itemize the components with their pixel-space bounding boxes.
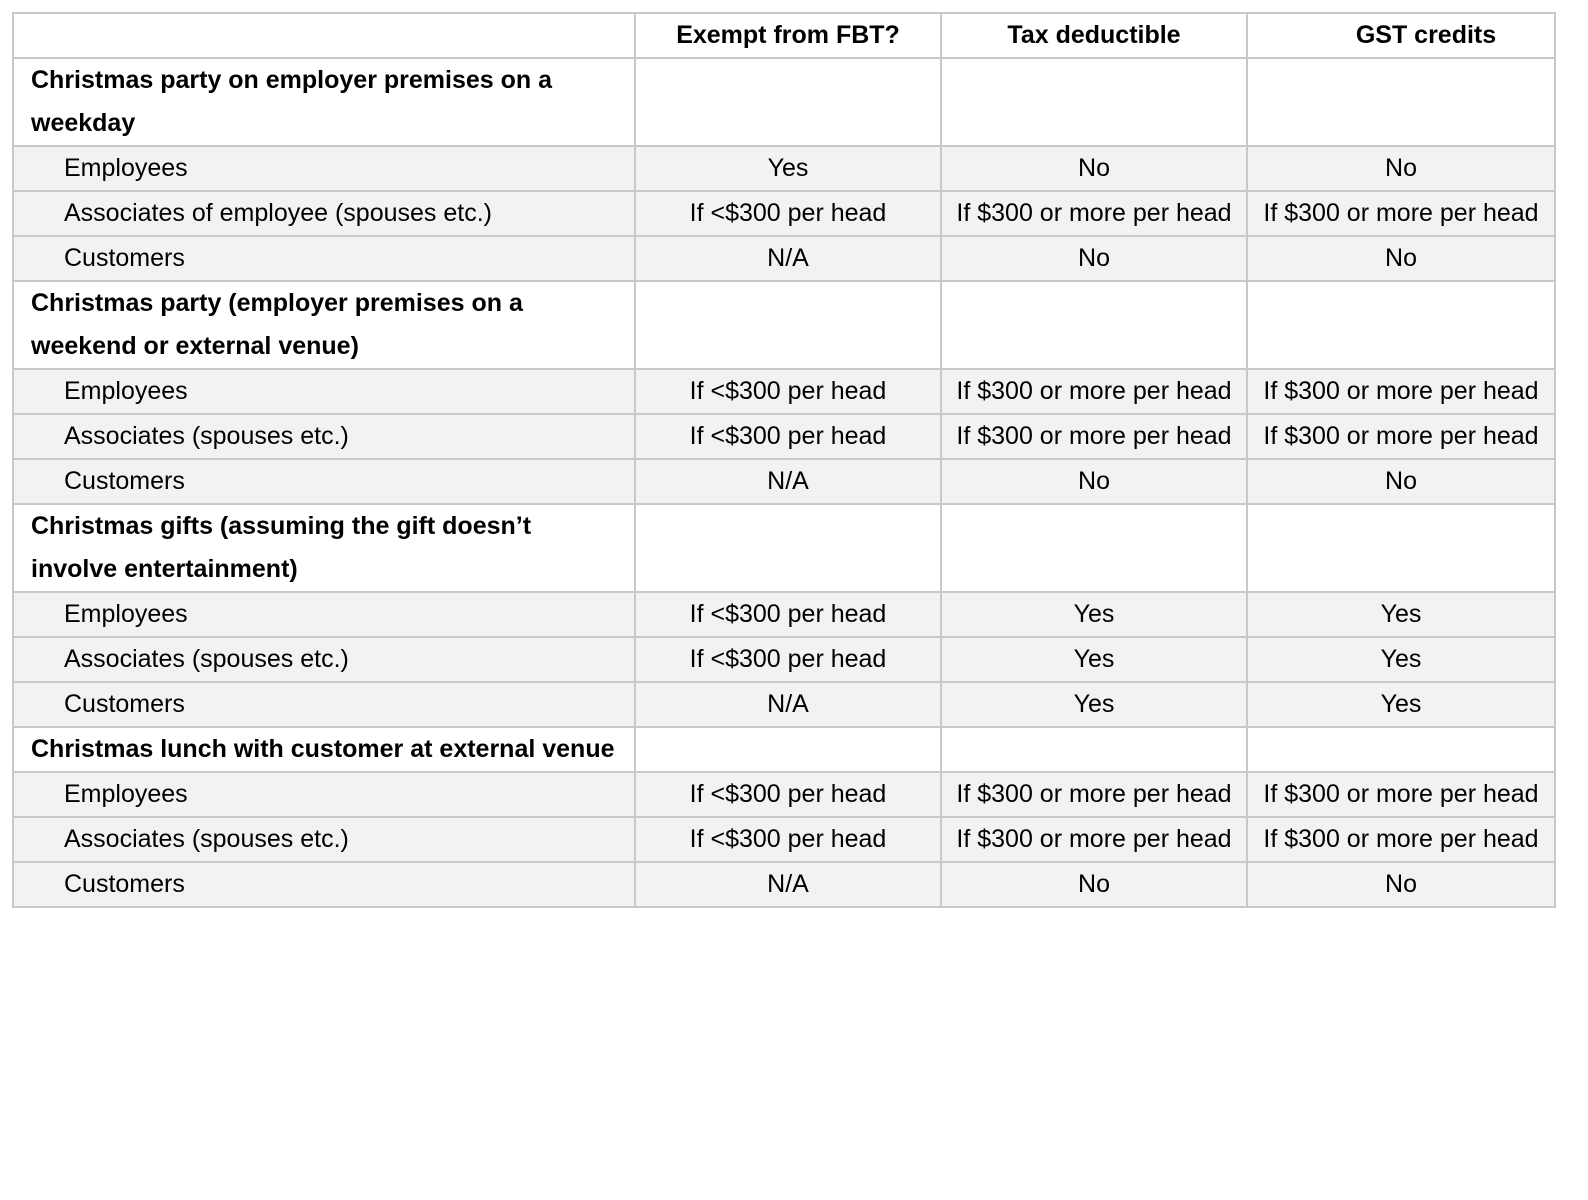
- row-label: Customers: [13, 682, 635, 727]
- gst-cell: No: [1247, 459, 1555, 504]
- table-row: [13, 414, 1555, 459]
- tax-cell: If $300 or more per head: [941, 817, 1247, 862]
- row-label: Employees: [13, 146, 635, 191]
- fbt-cell: N/A: [635, 236, 941, 281]
- tax-cell: No: [941, 146, 1247, 191]
- fbt-cell: If <$300 per head: [635, 772, 941, 817]
- row-label: Associates (spouses etc.): [13, 414, 635, 459]
- row-label: Employees: [13, 592, 635, 637]
- tax-cell: No: [941, 236, 1247, 281]
- section-row: [13, 504, 1555, 592]
- tax-cell: No: [941, 459, 1247, 504]
- gst-cell: No: [1247, 146, 1555, 191]
- header-gst-credits: GST credits: [1247, 13, 1555, 58]
- table-row: [13, 369, 1555, 414]
- row-label: Associates of employee (spouses etc.): [13, 191, 635, 236]
- tax-cell: If $300 or more per head: [941, 191, 1247, 236]
- section-title: Christmas party (employer premises on a weekend or external venue): [13, 281, 635, 369]
- gst-cell: No: [1247, 862, 1555, 907]
- table-row: [13, 191, 1555, 236]
- table-row: [13, 592, 1555, 637]
- gst-cell: If $300 or more per head: [1247, 191, 1555, 236]
- gst-cell: If $300 or more per head: [1247, 369, 1555, 414]
- table-row: [13, 236, 1555, 281]
- fbt-christmas-table: [12, 12, 1556, 908]
- tax-cell: If $300 or more per head: [941, 369, 1247, 414]
- gst-cell: If $300 or more per head: [1247, 772, 1555, 817]
- fbt-cell: Yes: [635, 146, 941, 191]
- tax-cell: If $300 or more per head: [941, 414, 1247, 459]
- fbt-cell: If <$300 per head: [635, 191, 941, 236]
- table-row: [13, 862, 1555, 907]
- gst-cell: If $300 or more per head: [1247, 817, 1555, 862]
- fbt-cell: If <$300 per head: [635, 817, 941, 862]
- row-label: Customers: [13, 236, 635, 281]
- gst-cell: If $300 or more per head: [1247, 414, 1555, 459]
- tax-cell: Yes: [941, 637, 1247, 682]
- section-title: Christmas party on employer premises on a weekday: [13, 58, 635, 146]
- tax-cell: Yes: [941, 592, 1247, 637]
- row-label: Employees: [13, 369, 635, 414]
- tax-cell: If $300 or more per head: [941, 772, 1247, 817]
- fbt-cell: N/A: [635, 682, 941, 727]
- header-tax-deductible: Tax deductible: [941, 13, 1247, 58]
- row-label: Customers: [13, 862, 635, 907]
- gst-cell: Yes: [1247, 592, 1555, 637]
- gst-cell: Yes: [1247, 637, 1555, 682]
- header-exempt-fbt: Exempt from FBT?: [635, 13, 941, 58]
- table-row: [13, 682, 1555, 727]
- section-row: [13, 727, 1555, 772]
- header-blank: [13, 13, 635, 58]
- tax-cell: Yes: [941, 682, 1247, 727]
- table-row: [13, 459, 1555, 504]
- section-title: Christmas gifts (assuming the gift doesn’t involve entertainment): [13, 504, 635, 592]
- row-label: Associates (spouses etc.): [13, 637, 635, 682]
- fbt-cell: If <$300 per head: [635, 592, 941, 637]
- section-row: [13, 281, 1555, 369]
- header-row: [13, 13, 1555, 58]
- row-label: Customers: [13, 459, 635, 504]
- gst-cell: Yes: [1247, 682, 1555, 727]
- section-row: [13, 58, 1555, 146]
- fbt-cell: If <$300 per head: [635, 637, 941, 682]
- section-title: Christmas lunch with customer at external venue: [13, 727, 635, 772]
- tax-cell: No: [941, 862, 1247, 907]
- table-row: [13, 817, 1555, 862]
- row-label: Employees: [13, 772, 635, 817]
- table-row: [13, 772, 1555, 817]
- table-row: [13, 637, 1555, 682]
- gst-cell: No: [1247, 236, 1555, 281]
- row-label: Associates (spouses etc.): [13, 817, 635, 862]
- table-row: [13, 146, 1555, 191]
- table-body: [13, 58, 1555, 907]
- fbt-cell: If <$300 per head: [635, 414, 941, 459]
- fbt-cell: N/A: [635, 862, 941, 907]
- fbt-cell: N/A: [635, 459, 941, 504]
- fbt-cell: If <$300 per head: [635, 369, 941, 414]
